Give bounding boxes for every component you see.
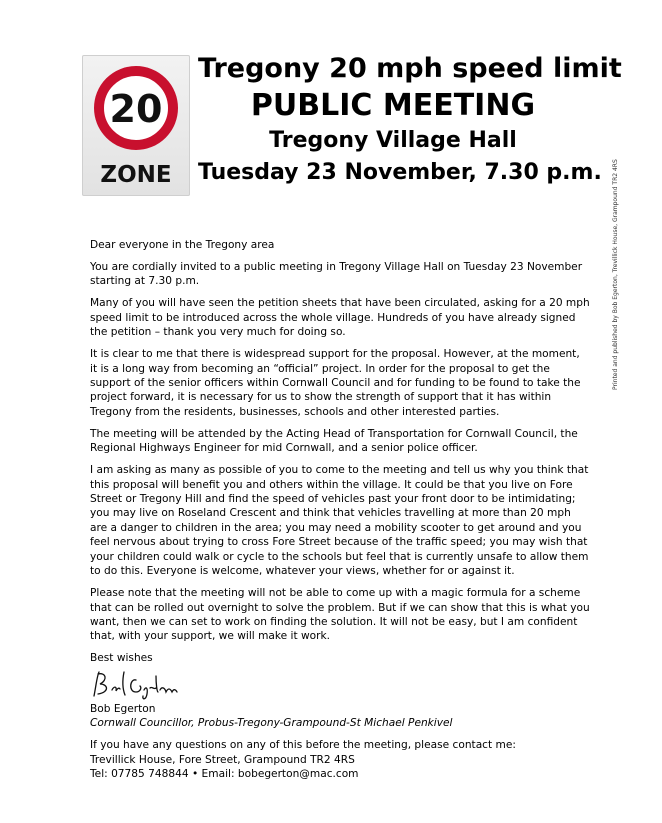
closing: Best wishes bbox=[90, 652, 153, 665]
paragraph-invitation: You are cordially invited to a public meeting in Tregony Village Hall on Tuesday 23 November starting at 7.30 p.m. bbox=[90, 261, 583, 288]
20-zone-sign-image bbox=[82, 55, 190, 196]
contact-phone-email: Tel: 07785 748844 • Email: bobegerton@mac.com bbox=[90, 767, 359, 780]
poster-header bbox=[198, 52, 622, 190]
meeting-type-heading: PUBLIC MEETING bbox=[250, 88, 536, 123]
paragraph-petition: Many of you will have seen the petition sheets that have been circulated, asking for a 20 mph speed limit to be introduced across the whole village. Hundreds of you have already signed the petition – thank you very much for doing so. bbox=[90, 297, 590, 339]
handwritten-signature bbox=[90, 668, 180, 702]
paragraph-request: I am asking as many as possible of you to come to the meeting and tell us why you think that this proposal will benefit you and others within the village. It could be that you live on Fore Street or Tregony Hill and find the speed of vehicles past your front door to be intimidating; you may live on Roseland Crescent and think that vehicles travelling at more than 20 mph are a danger to children in the area; you may need a mobility scooter to get around and you feel nervous about trying to cross Fore Street because of the traffic speed; you may wish that your children could walk or cycle to the schools but feel that is currently unsafe to allow them to do this. Everyone is welcome, whatever your views, whether for or against it. bbox=[90, 464, 589, 578]
date-time-heading: Tuesday 23 November, 7.30 p.m. bbox=[198, 160, 602, 185]
paragraph-attendees: The meeting will be attended by the Acting Head of Transportation for Cornwall Council, the Regional Highways Engineer for mid Cornwall, and a senior police officer. bbox=[90, 427, 578, 455]
letter-body bbox=[90, 238, 590, 781]
signatory-role: Cornwall Councillor, Probus-Tregony-Grampound-St Michael Penkivel bbox=[90, 717, 453, 730]
paragraph-support: It is clear to me that there is widespread support for the proposal. However, at the moment, it is a long way from becoming an “official” project. In order for the proposal to get the support of the senior officers within Cornwall Council and for funding to be found to take the project forward, it is necessary for us to show the strength of support that it has within Tregony from the residents, businesses, schools and other interested parties. bbox=[90, 348, 581, 418]
greeting: Dear everyone in the Tregony area bbox=[90, 239, 275, 251]
imprint-note: Printed and published by Bob Egerton, Trevillick House, Grampound TR2 4RS bbox=[612, 159, 619, 390]
contact-address: Trevillick House, Fore Street, Grampound TR2 4RS bbox=[90, 753, 355, 766]
sign-zone-word: ZONE bbox=[100, 162, 172, 188]
poster-title: Tregony 20 mph speed limit bbox=[198, 53, 622, 84]
contact-block bbox=[90, 738, 590, 781]
signatory-name: Bob Egerton bbox=[90, 702, 156, 715]
contact-intro: If you have any questions on any of this before the meeting, please contact me: bbox=[90, 739, 516, 752]
sign-number: 20 bbox=[109, 87, 163, 131]
venue-heading: Tregony Village Hall bbox=[269, 128, 517, 153]
speed-limit-sign-graphic bbox=[82, 55, 190, 196]
paragraph-note: Please note that the meeting will not be able to come up with a magic formula for a scheme that can be rolled out overnight to solve the problem. But if we can show that this is what you want, then we can set to work on finding the solution. It will not be easy, but I am confident that, with your support, we will make it work. bbox=[90, 587, 590, 643]
